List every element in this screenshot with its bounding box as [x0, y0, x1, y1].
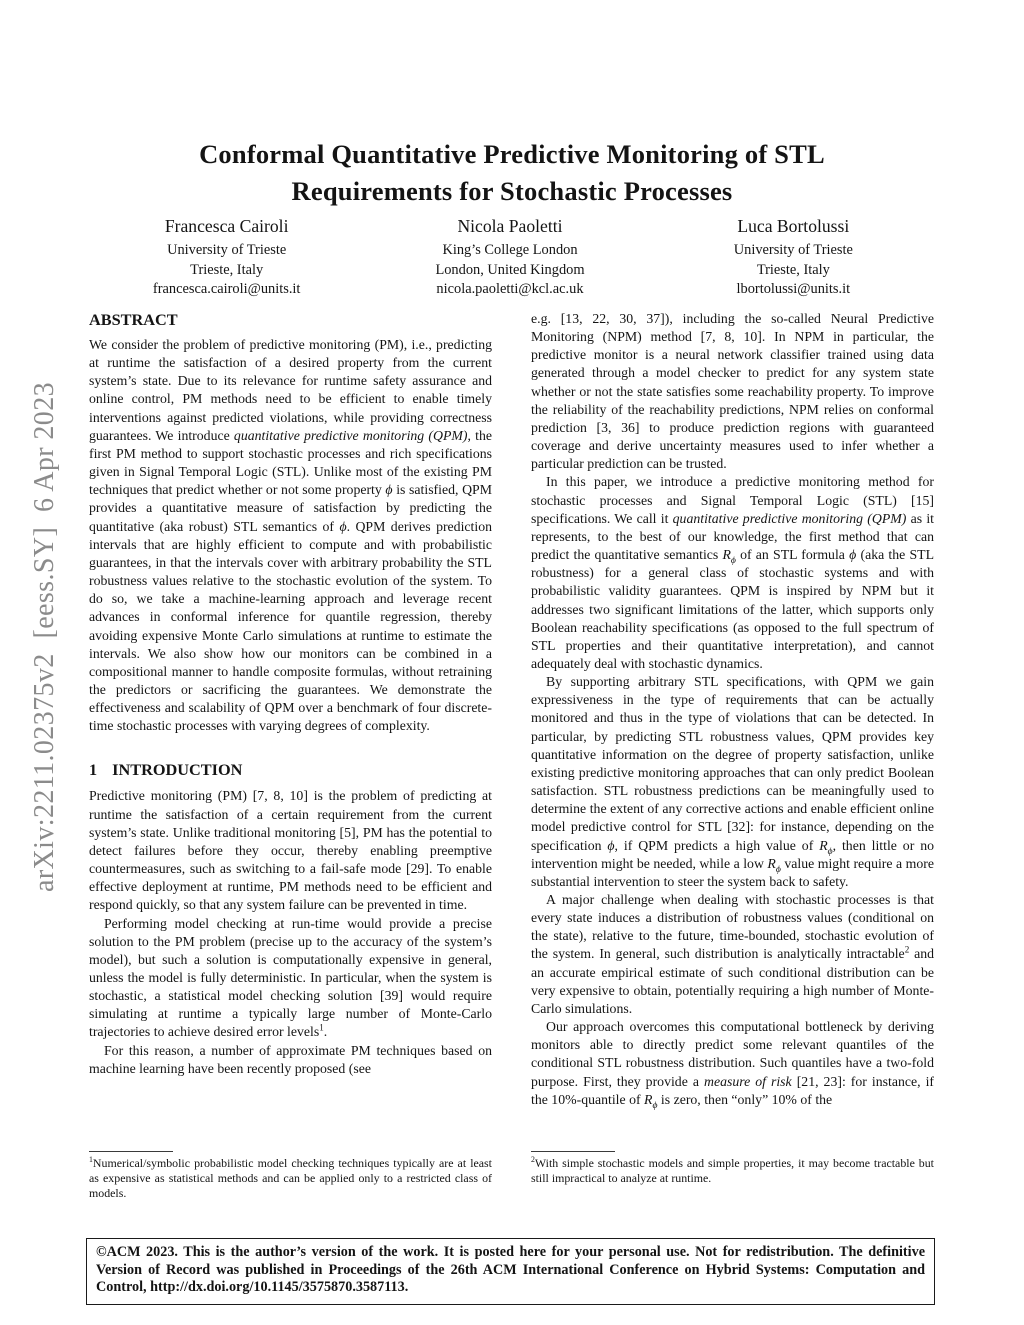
section-number: 1	[89, 760, 98, 780]
right-paragraph-5	[531, 1018, 934, 1109]
abstract-paragraph	[89, 336, 492, 735]
text-run: ©ACM 2023. This is the author’s version of the work. It is posted here for your personal use. Not for redistribution. The definitive Version of Record was published in Proceedings of the 26th ACM International Conference on Hybrid Systems: Computation and Control,	[96, 1244, 925, 1296]
footnote-1	[89, 1150, 492, 1205]
author-2	[368, 216, 651, 300]
author-affiliation: University of Trieste	[167, 242, 287, 258]
author-name: Francesca Cairoli	[164, 216, 289, 236]
text-run: of an STL formula	[735, 547, 850, 563]
text-run: We consider the problem of predictive monitoring (PM), i.e., predicting at runtime the satisfaction of a desired property from the current system’s state. Due to its relevance for runtime safety assurance and online control, PM methods need to be efficient to enable timely interventions against predicted violations, while providing correctness guarantees. We introduce	[89, 337, 492, 443]
right-paragraph-4	[531, 891, 934, 1018]
right-paragraph-1	[531, 310, 934, 473]
text-run: .	[323, 1024, 328, 1040]
intro-paragraph-1	[89, 787, 492, 914]
text-run: 1	[319, 1022, 324, 1033]
arxiv-stamp: arXiv:2211.02375v2 [eess.SY] 6 Apr 2023	[29, 382, 60, 892]
author-location: Trieste, Italy	[756, 261, 830, 278]
body-columns	[89, 310, 934, 1205]
right-paragraph-2	[531, 473, 934, 673]
text-run: R	[644, 1091, 653, 1107]
text-run: 1	[89, 1155, 93, 1165]
text-run: and an accurate empirical estimate of such conditional distribution can be very expensive to obtain, potentially requiring a high number of Monte-Carlo simulations.	[531, 946, 934, 1016]
intro-paragraph-3	[89, 1042, 492, 1078]
paper-title-line1: Conformal Quantitative Predictive Monitoring of STL	[199, 139, 825, 169]
author-affiliation: University of Trieste	[733, 242, 853, 258]
text-run: . QPM derives prediction intervals that are highly efficient to compute and with probabilistic guarantees, in that the intervals cover with arbitrary probability the STL robustness values relative to the stochastic evolution of the system. To do so, we take a machine-learning approach and leverage recent advances in conformal inference for quantile regression, thereby avoiding expensive Monte Carlo simulations at runtime to estimate the intervals. We also show how our monitors can be combined in a compositional manner to handle composite formulas, without retraining the predictors or sacrificing the guarantees. We demonstrate the effectiveness and scalability of QPM over a benchmark of four discrete-time stochastic processes with varying degrees of complexity.	[89, 518, 492, 734]
abstract-heading: ABSTRACT	[89, 310, 178, 329]
text-run: , the first PM method to support stochastic processes and rich specifications given in Signal Temporal Logic (STL). Unlike most of the existing PM techniques that predict whether or not some property	[89, 427, 492, 498]
text-run: quantitative predictive monitoring (QPM)	[233, 427, 468, 443]
author-name: Luca Bortolussi	[737, 216, 850, 236]
copyright-notice	[86, 1238, 935, 1305]
text-run: ϕ	[607, 837, 615, 853]
text-run: ϕ	[775, 863, 781, 875]
text-run: 2	[531, 1155, 535, 1165]
author-block	[85, 216, 935, 300]
text-run: ϕ	[652, 1099, 658, 1111]
author-1	[85, 216, 368, 300]
author-email: nicola.paoletti@kcl.ac.uk	[436, 281, 584, 298]
text-run: is satisfied, QPM provides a quantitative measure of satisfaction by predicting the quantitative (aka robust) STL semantics of	[89, 482, 492, 534]
text-run: as it represents, to the best of our knowledge, the first method that can predict the quantitative semantics	[531, 510, 934, 563]
paper-title	[0, 136, 1024, 210]
author-location: London, United Kingdom	[435, 261, 585, 278]
right-column	[531, 310, 934, 1205]
text-run: , if QPM predicts a high value of	[614, 837, 820, 853]
author-email: francesca.cairoli@units.it	[152, 281, 301, 298]
text-run: R	[767, 855, 776, 871]
footnote-1-text	[89, 1156, 492, 1201]
footnote-rule	[89, 1151, 173, 1152]
text-run: ϕ	[730, 554, 736, 566]
text-run: .	[404, 1279, 409, 1296]
paper-title-line2: Requirements for Stochastic Processes	[291, 176, 733, 206]
intro-paragraph-2	[89, 915, 492, 1042]
text-run: Predictive monitoring (PM) [7, 8, 10] is the problem of predicting at runtime the satisfaction of a certain requirement from the current system’s state. Unlike traditional monitoring [5], PM has the potential to detect failures before they occur, thereby enabling preemptive countermeasures, such as switching to a fail-safe mode [29]. To enable effective deployment at runtime, PM methods need to be efficient and respond quickly, so that any system failure can be prevented in time.	[89, 788, 492, 913]
author-3	[652, 216, 935, 300]
text-run: In this paper, we introduce a predictive monitoring method for stochastic processes and Signal Temporal Logic (STL) [15] specifications. We call it	[531, 474, 934, 526]
text-run: Our approach overcomes this computational bottleneck by deriving monitors able to directly predict some relevant quantiles of the conditional STL robustness distribution. Such quantiles have a two-fold purpose. First, they provide a	[531, 1019, 934, 1089]
text-run: value might require a more substantial intervention to steer the system back to safety.	[531, 855, 934, 889]
text-run: ϕ	[827, 845, 833, 857]
text-run: By supporting arbitrary STL specifications, with QPM we gain expressiveness in the type of requirements that can be actually monitored and thus in the type of violations that can be detected. In particular, by predicting STL robustness values, QPM provides key quantitative information on the degree of property satisfaction, unlike existing predictive monitoring approaches that can only predict Boolean satisfaction. STL robustness predictions can be meaningfully used to determine the extent of any corrective actions and enable efficient online model predictive control for STL [32]: for instance, depending on the specification	[531, 674, 934, 853]
text-run: ϕ	[339, 518, 347, 534]
text-run: ϕ	[849, 547, 857, 563]
text-run: Numerical/symbolic probabilistic model checking techniques typically are at least as expensive as statistical methods and can be applied only to a restricted class of models.	[89, 1156, 492, 1200]
footnote-rule	[531, 1151, 615, 1152]
text-run: With simple stochastic models and simple properties, it may become tractable but still impractical to analyze at runtime.	[531, 1156, 934, 1185]
section-title: INTRODUCTION	[112, 760, 243, 780]
text-run: [21, 23]: for instance, if the 10%-quantile of	[531, 1073, 934, 1107]
text-run: 2	[904, 944, 910, 955]
text-run: , then little or no intervention might be needed, while a low	[531, 837, 934, 871]
text-run: is zero, then “only” 10% of the	[657, 1091, 833, 1107]
author-name: Nicola Paoletti	[457, 216, 563, 236]
text-run: R	[819, 837, 828, 853]
text-run: (aka the STL robustness) for a general class of stochastic systems and with probabilistic validity guarantees. QPM is inspired by NPM but it addresses two significant limitations of the latter, which supports only Boolean reachability specifications (as opposed to the full spectrum of STL properties and their quantitative interpretation), and cannot adequately deal with stochastic dynamics.	[531, 547, 934, 671]
author-affiliation: King’s College London	[442, 242, 578, 258]
text-run: R	[722, 547, 731, 563]
left-column	[89, 310, 492, 1205]
text-run: quantitative predictive monitoring (QPM)	[672, 510, 907, 526]
text-run: measure of risk	[703, 1073, 792, 1089]
doi-link[interactable]: http://dx.doi.org/10.1145/3575870.3587113	[150, 1279, 405, 1296]
text-run: A major challenge when dealing with stochastic processes is that every state induces a distribution of robustness values (conditional on the state), relative to the future, time-bounded, stochastic evolution of the system. In general, such distribution is analytically intractable	[531, 892, 934, 962]
right-paragraph-3	[531, 673, 934, 891]
footnote-2	[531, 1150, 934, 1205]
footnote-2-text	[531, 1156, 934, 1186]
author-email: lbortolussi@units.it	[736, 281, 851, 298]
text-run: ϕ	[385, 482, 393, 498]
section-heading-introduction	[89, 760, 492, 780]
text-run: Performing model checking at run-time would provide a precise solution to the PM problem (precise up to the accuracy of the system’s model), but such a solution is computationally expensive in general, unless the model is fully deterministic. In particular, when the system is stochastic, a statistical model checking solution [39] would require simulating at runtime a typically large number of Monte-Carlo trajectories to achieve desired error levels	[89, 915, 492, 1040]
author-location: Trieste, Italy	[190, 261, 264, 278]
text-run: e.g. [13, 22, 30, 37]), including the so-called Neural Predictive Monitoring (NPM) method [7, 8, 10]. In NPM in particular, the predictive monitor is a neural network classifier trained using data generated through a model checker to predict for any system state whether or not the state satisfies some reachability property. To improve the reliability of the reachability predictions, NPM relies on conformal prediction [3, 36] to produce prediction regions with guaranteed coverage and derive uncertainty measures used to infer whether a particular prediction can be trusted.	[531, 311, 934, 472]
text-run: For this reason, a number of approximate PM techniques based on machine learning have been recently proposed (see	[89, 1042, 492, 1076]
